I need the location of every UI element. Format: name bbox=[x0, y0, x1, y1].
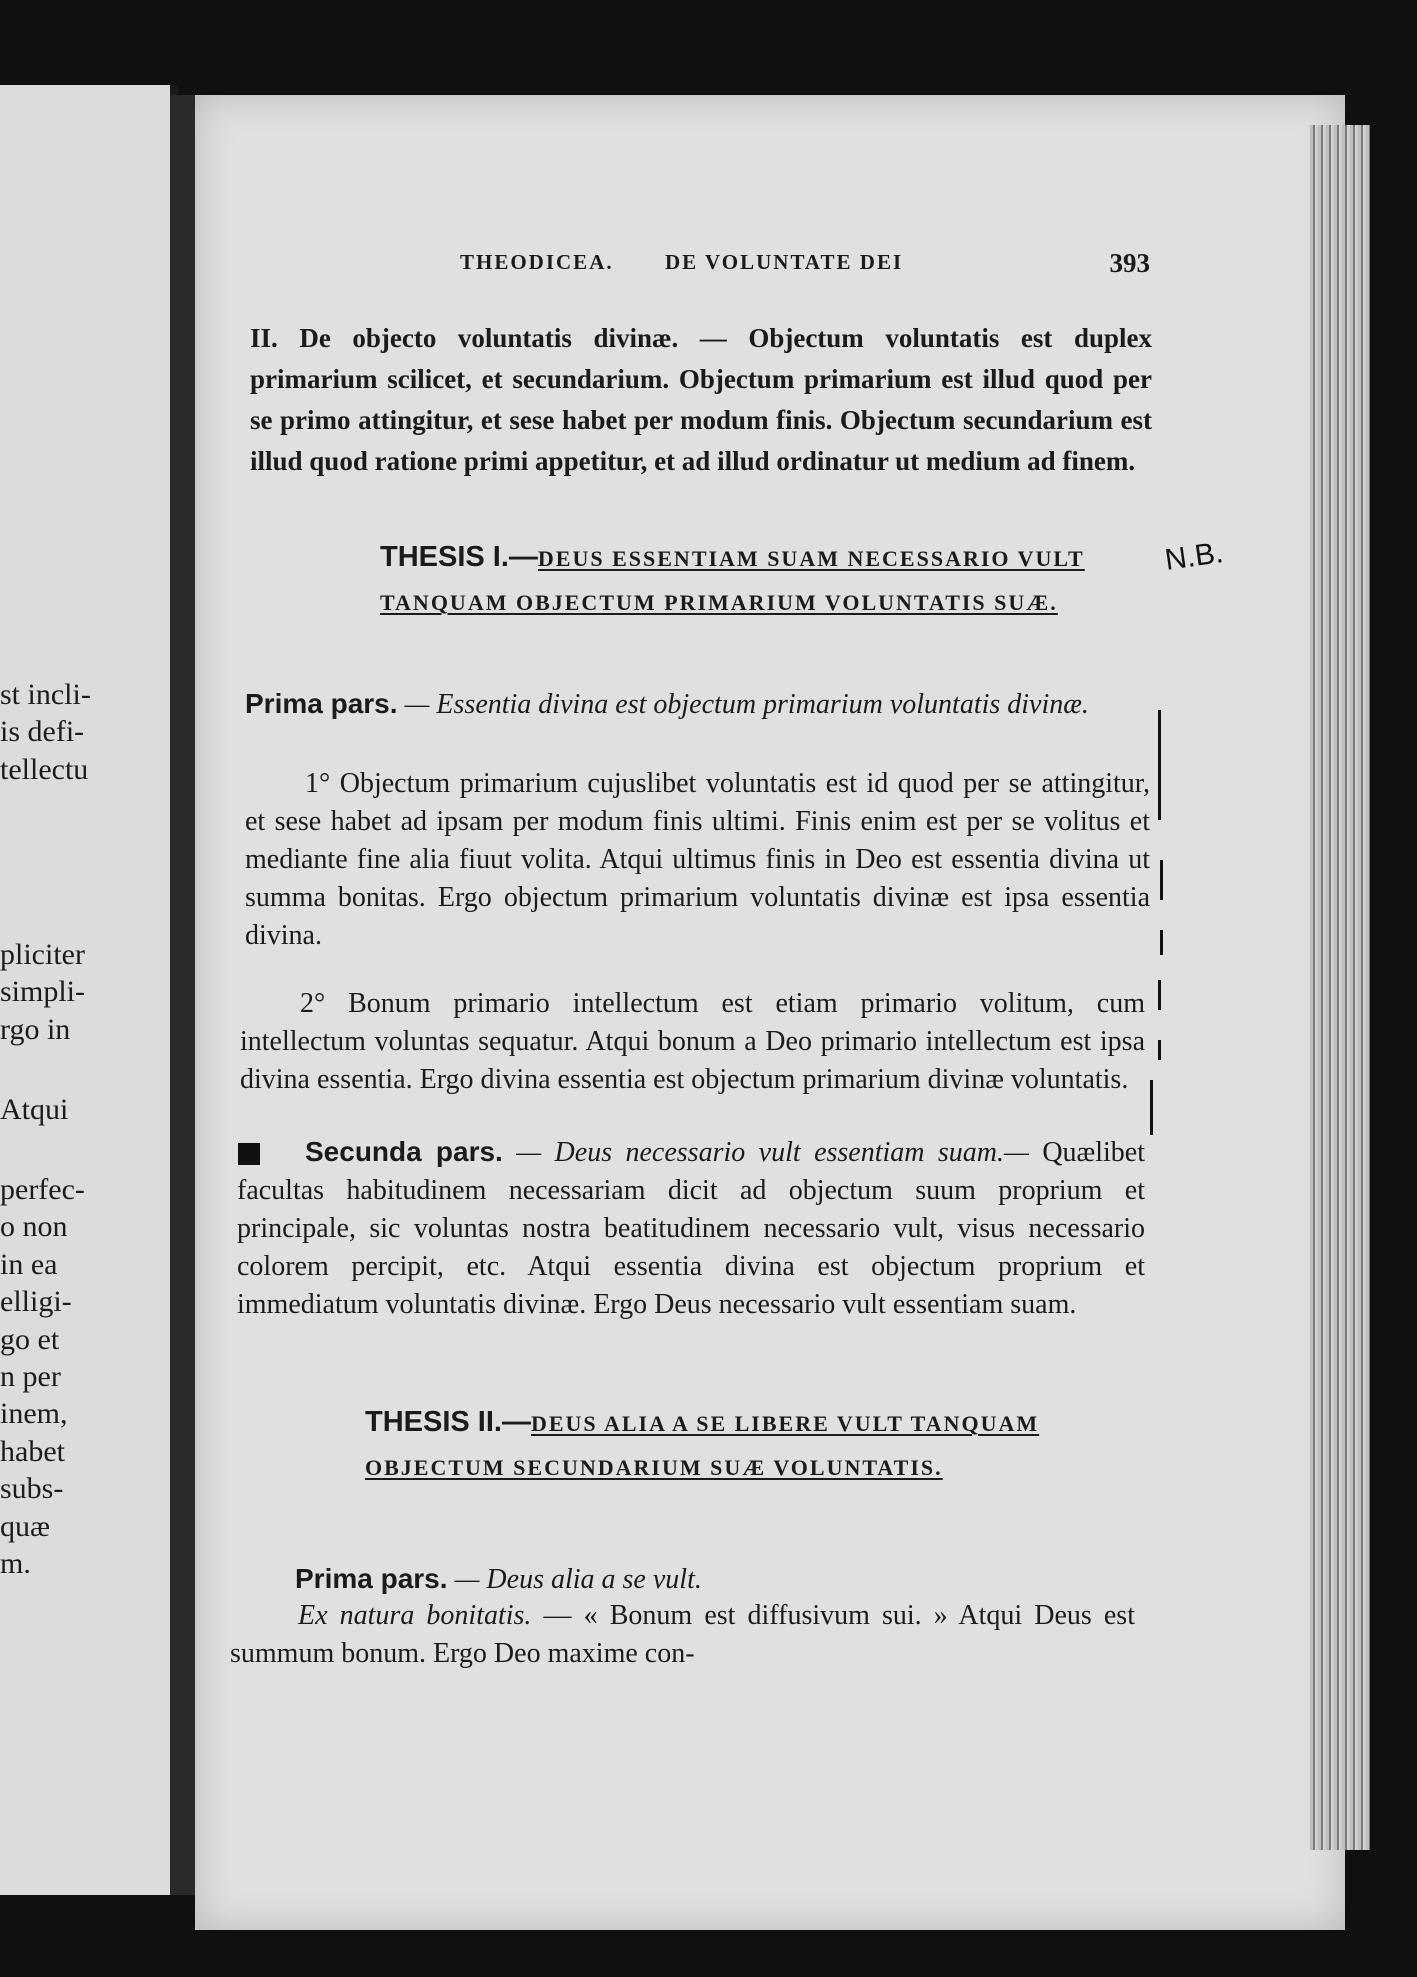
secunda-pars-text: Quælibet facultas habitudinem necessariam dicit ad objectum suum proprium et principale, sic voluntas nostra beatitudinem necessario vult, visus necessario colorem percipit, etc. Atqui essentia divina est objectum proprium et immediatum voluntatis divinæ. Ergo Deus necessario vult essentiam suam. bbox=[237, 1137, 1145, 1320]
left-fragment: in ea bbox=[0, 1248, 58, 1281]
margin-line-mark bbox=[1158, 710, 1161, 820]
thesis-1 bbox=[380, 535, 1160, 625]
left-fragment: subs- bbox=[0, 1472, 64, 1505]
book-gutter bbox=[170, 95, 198, 1895]
secunda-pars-paragraph bbox=[237, 1133, 1145, 1324]
left-fragment: st incli- bbox=[0, 678, 91, 711]
left-fragment: Atqui bbox=[0, 1093, 69, 1126]
left-fragment: simpli- bbox=[0, 975, 86, 1008]
left-fragment: m. bbox=[0, 1547, 31, 1580]
left-fragment: n per bbox=[0, 1360, 61, 1393]
left-fragment: o non bbox=[0, 1210, 68, 1243]
prima-pars-1-label: Prima pars. bbox=[245, 688, 398, 719]
left-fragment: perfec- bbox=[0, 1173, 85, 1206]
left-fragment: inem, bbox=[0, 1397, 68, 1430]
prima-pars-1-text: — Essentia divina est objectum primarium voluntatis divinæ. bbox=[397, 689, 1089, 720]
left-fragment: habet bbox=[0, 1435, 65, 1468]
margin-line-mark bbox=[1160, 860, 1163, 900]
header-title-left: THEODICEA. bbox=[460, 250, 614, 274]
page-number: 393 bbox=[1109, 248, 1150, 278]
secunda-pars-lead: — Deus necessario vult essentiam suam.— bbox=[502, 1137, 1029, 1168]
prima-pars-2-text: — Deus alia a se vult. bbox=[447, 1564, 702, 1595]
secunda-pars-label: Secunda pars. bbox=[305, 1136, 503, 1167]
final-paragraph bbox=[230, 1597, 1135, 1673]
thesis-1-label: THESIS I.— bbox=[380, 541, 538, 573]
facing-page-fragment bbox=[0, 85, 178, 1895]
left-fragment: pliciter bbox=[0, 938, 85, 971]
prima-pars-1 bbox=[245, 685, 1150, 724]
margin-line-mark bbox=[1158, 980, 1161, 1010]
handwritten-nb-annotation: N.B. bbox=[1162, 536, 1226, 577]
section-paragraph: II. De objecto voluntatis divinæ. — Objectum voluntatis est duplex primarium scilicet, et secundarium. Objectum primarium est illud quod per se primo attingitur, et sese habet per modum finis. Objectum secundarium est illud quod ratione primi appetitur, et ad illud ordinatur ut medium ad finem. bbox=[250, 323, 1152, 476]
left-fragment: quæ bbox=[0, 1510, 51, 1543]
prima-pars-2-label: Prima pars. bbox=[295, 1563, 448, 1594]
thesis-2 bbox=[365, 1400, 1145, 1490]
thesis-2-label: THESIS II.— bbox=[365, 1406, 531, 1438]
thesis-1-text: DEUS ESSENTIAM SUAM NECESSARIO VULT TANQUAM OBJECTUM PRIMARIUM VOLUNTATIS SUÆ. bbox=[380, 546, 1085, 615]
left-fragment: tellectu bbox=[0, 753, 89, 786]
margin-line-mark bbox=[1158, 1040, 1161, 1060]
margin-line-mark bbox=[1150, 1080, 1153, 1135]
left-fragment: go et bbox=[0, 1323, 60, 1356]
point-1-paragraph: 1° Objectum primarium cujuslibet voluntatis est id quod per se attingitur, et sese habet ad ipsam per modum finis ultimi. Finis enim est per se volitus et mediante fine alia fiuut volita. Atqui ultimus finis in Deo est essentia divina ut summa bonitas. Ergo objectum primarium voluntatis divinæ est ipsa essentia divina. bbox=[245, 768, 1150, 951]
header-title-right: DE VOLUNTATE DEI bbox=[665, 250, 904, 274]
left-fragment: rgo in bbox=[0, 1013, 71, 1046]
final-lead: Ex natura bonitatis. bbox=[298, 1600, 532, 1631]
thesis-2-text: DEUS ALIA A SE LIBERE VULT TANQUAM OBJECTUM SECUNDARIUM SUÆ VOLUNTATIS. bbox=[365, 1411, 1040, 1480]
left-fragment: elligi- bbox=[0, 1285, 72, 1318]
page-edges bbox=[1310, 125, 1370, 1850]
running-header bbox=[460, 250, 1150, 280]
point-2-paragraph: 2° Bonum primario intellectum est etiam primario volitum, cum intellectum voluntas sequatur. Atqui bonum a Deo primario intellectum est ipsa divina essentia. Ergo divina essentia est objectum primarium divinæ voluntatis. bbox=[240, 988, 1145, 1095]
margin-line-mark bbox=[1160, 930, 1163, 955]
left-fragment: is defi- bbox=[0, 715, 85, 748]
final-text: — « Bonum est diffusivum sui. » Atqui Deus est summum bonum. Ergo Deo maxime con- bbox=[230, 1600, 1135, 1669]
prima-pars-2 bbox=[295, 1560, 1145, 1599]
